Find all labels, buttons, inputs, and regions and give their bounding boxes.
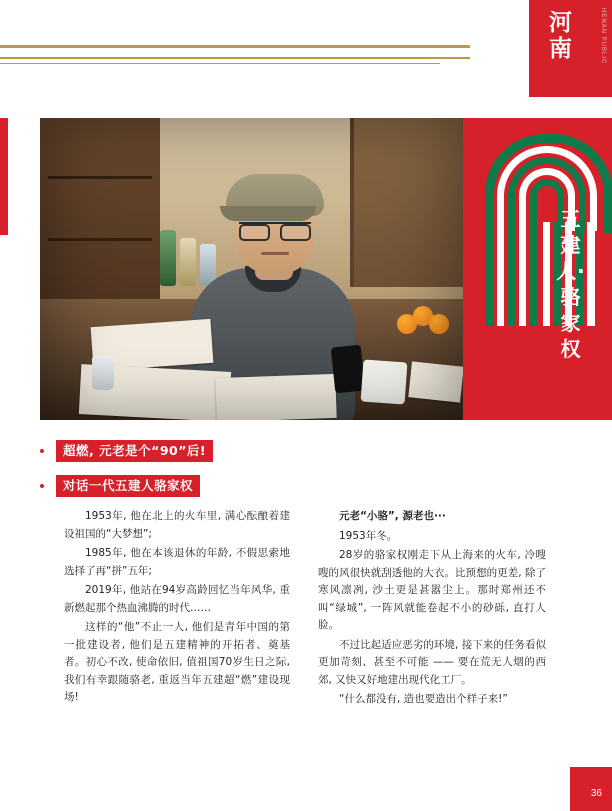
- headline-item: [40, 475, 380, 497]
- body-column-left: [64, 508, 290, 709]
- section-banner: [463, 118, 612, 420]
- bullet-dot-icon: [40, 484, 44, 488]
- headline-text-2: 对话一代五建人骆家权: [56, 475, 200, 497]
- section-subheading: 元老“小骆”, 源老也···: [339, 510, 446, 522]
- paragraph: 2019年, 他站在94岁高龄回忆当年风华, 重新燃起那个热血沸腾的时代……: [64, 584, 290, 614]
- photo-vignette: [40, 118, 463, 420]
- banner-title: 五建人·骆家权: [556, 207, 586, 361]
- headline-item: [40, 440, 380, 462]
- paragraph: 1953年, 他在北上的火车里, 满心酝酿着建设祖国的“大梦想”;: [64, 510, 290, 540]
- paragraph: 这样的“他”不止一人, 他们是青年中国的第一批建设者, 他们是五建精神的开拓者、奠基者。初心不改, 使命依旧, 值祖国70岁生日之际, 我们有幸跟随骆老, 重返当年五建超“燃”建设现场!: [64, 621, 290, 703]
- paragraph: 1953年冬。: [339, 529, 398, 542]
- bullet-dot-icon: [40, 449, 44, 453]
- body-column-right: [318, 508, 546, 711]
- top-gold-rule-3: [0, 63, 440, 64]
- headline-list: [40, 440, 380, 510]
- left-red-tab: [0, 118, 8, 235]
- pull-quote: “什么都没有, 造也要造出个样子来!”: [339, 693, 508, 705]
- paragraph: 不过比起适应恶劣的环境, 接下来的任务看似更加苛刻、甚至不可能 —— 要在荒无人烟的西郊, 又快又好地建出现代化工厂。: [318, 638, 546, 686]
- top-gold-rule-1: [0, 45, 470, 48]
- paragraph: 28岁的骆家权刚走下从上海来的火车, 冷嗖嗖的风很快就刮透他的大衣。比预想的更差, 除了寒风凛冽, 沙土更是甚嚣尘上。那时郑州还不叫“绿城”, 一阵风就能卷起不小的砂砾, 直打人脸。: [318, 549, 546, 631]
- masthead-title-cn: 河南: [549, 10, 573, 62]
- top-gold-rule-2: [0, 57, 470, 59]
- interview-photo: [40, 118, 463, 420]
- footer-red-block: [570, 767, 612, 811]
- masthead-title-en: HENAN PUBLIC: [600, 8, 606, 65]
- headline-text-1: 超燃, 元老是个“90”后!: [56, 440, 213, 462]
- page-number: 36: [590, 788, 602, 799]
- paragraph: 1985年, 他在本该退休的年龄, 不假思索地选择了再“拼”五年;: [64, 547, 290, 577]
- masthead-block: [529, 0, 612, 97]
